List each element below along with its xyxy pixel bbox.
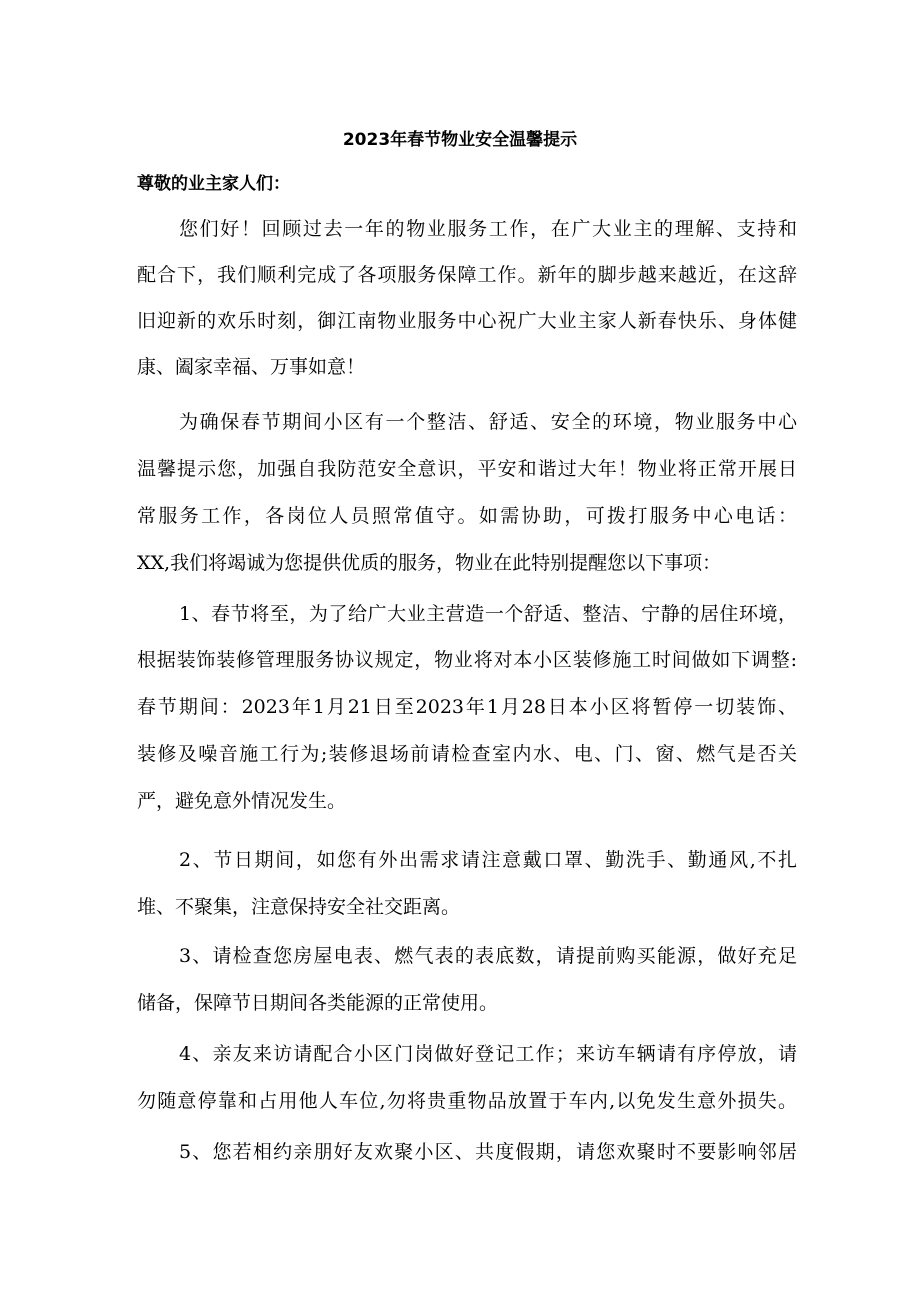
paragraph-line: 装修及噪音施工行为;装修退场前请检查室内水、电、门、窗、燃气是否关	[137, 743, 797, 765]
paragraph-line: XX,我们将竭诚为您提供优质的服务，物业在此特别提醒您以下事项：	[137, 552, 722, 574]
paragraph-line: 常服务工作，各岗位人员照常值守。如需协助，可拨打服务中心电话：	[137, 505, 797, 527]
paragraph-line: 温馨提示您，加强自我防范安全意识，平安和谐过大年！物业将正常开展日	[137, 458, 797, 480]
paragraph-line: 严，避免意外情况发生。	[137, 790, 347, 812]
paragraph-line: 配合下，我们顺利完成了各项服务保障工作。新年的脚步越来越近，在这辞	[137, 264, 797, 286]
paragraph-line: 康、阖家幸福、万事如意！	[137, 356, 366, 378]
paragraph-line: 2、节日期间，如您有外出需求请注意戴口罩、勤洗手、勤通风,不扎	[179, 849, 797, 871]
paragraph-line: 堆、不聚集，注意保持安全社交距离。	[137, 896, 461, 918]
paragraph-line: 勿随意停靠和占用他人车位,勿将贵重物品放置于车内,以免发生意外损失。	[137, 1090, 797, 1112]
salutation: 尊敬的业主家人们：	[137, 174, 290, 194]
paragraph-line: 4、亲友来访请配合小区门岗做好登记工作；来访车辆请有序停放，请	[179, 1043, 797, 1065]
paragraph-line: 您们好！回顾过去一年的物业服务工作，在广大业主的理解、支持和	[179, 218, 797, 240]
paragraph-line: 为确保春节期间小区有一个整洁、舒适、安全的环境，物业服务中心	[179, 411, 797, 433]
paragraph-line: 旧迎新的欢乐时刻，御江南物业服务中心祝广大业主家人新春快乐、身体健	[137, 310, 797, 332]
paragraph-line: 根据装饰装修管理服务协议规定，物业将对本小区装修施工时间做如下调整:	[137, 649, 797, 671]
paragraph-line: 1、春节将至，为了给广大业主营造一个舒适、整洁、宁静的居住环境，	[179, 603, 797, 625]
document-title: 2023年春节物业安全温馨提示	[342, 130, 578, 150]
paragraph-line: 5、您若相约亲朋好友欢聚小区、共度假期，请您欢聚时不要影响邻居	[179, 1141, 797, 1163]
paragraph-line: 储备，保障节日期间各类能源的正常使用。	[137, 992, 499, 1014]
paragraph-line: 春节期间：2023年1月21日至2023年1月28日本小区将暂停一切装饰、	[137, 696, 797, 718]
paragraph-line: 3、请检查您房屋电表、燃气表的表底数，请提前购买能源，做好充足	[179, 945, 797, 967]
